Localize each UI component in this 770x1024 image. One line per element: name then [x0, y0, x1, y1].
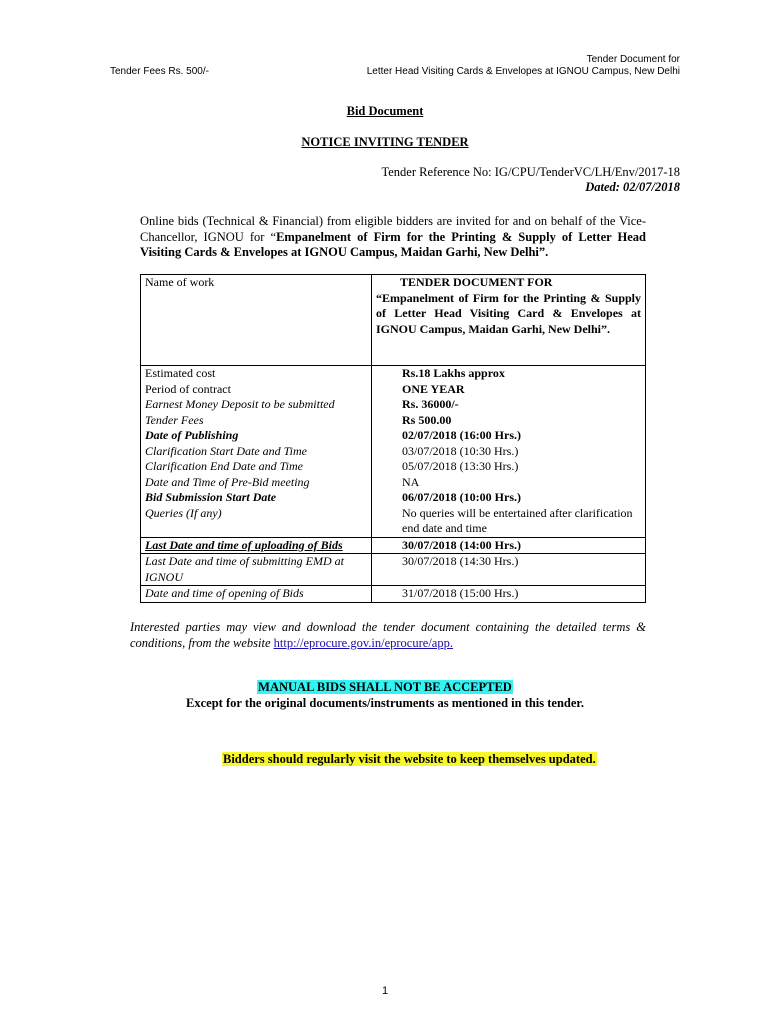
- tender-details-table: [140, 274, 646, 603]
- table-row: [141, 382, 646, 398]
- header-doc-title-line2: Letter Head Visiting Cards & Envelopes at IGNOU Campus, New Delhi: [366, 66, 680, 77]
- tender-reference-block: [381, 165, 680, 195]
- row-label: Date and Time of Pre-Bid meeting: [141, 475, 372, 491]
- name-of-work-value: [372, 275, 646, 366]
- row-label: Last Date and time of uploading of Bids: [141, 537, 372, 554]
- eprocure-link[interactable]: http://eprocure.gov.in/eprocure/app.: [273, 635, 453, 650]
- row-label: Earnest Money Deposit to be submitted: [141, 397, 372, 413]
- row-label: Date and time of opening of Bids: [141, 586, 372, 603]
- tender-reference-number: Tender Reference No: IG/CPU/TenderVC/LH/Env/2017-18: [381, 165, 680, 179]
- row-value: Rs.18 Lakhs approx: [372, 366, 646, 382]
- row-label: Estimated cost: [141, 366, 372, 382]
- visit-website-notice: [222, 750, 597, 768]
- table-row: [141, 554, 646, 586]
- table-row: [141, 490, 646, 506]
- download-notice-paragraph: [130, 620, 646, 651]
- table-row: [141, 397, 646, 413]
- table-row: [141, 537, 646, 554]
- row-label: Period of contract: [141, 382, 372, 398]
- row-value: 06/07/2018 (10:00 Hrs.): [372, 490, 646, 506]
- row-label: Date of Publishing: [141, 428, 372, 444]
- row-value: Rs 500.00: [372, 413, 646, 429]
- table-row: [141, 428, 646, 444]
- download-notice-text: Interested parties may view and download the tender document containing the detailed terms & conditions, from the website: [130, 620, 646, 650]
- row-value: 30/07/2018 (14:00 Hrs.): [372, 537, 646, 554]
- header-tender-fees: Tender Fees Rs. 500/-: [110, 66, 209, 77]
- row-value: 05/07/2018 (13:30 Hrs.): [372, 459, 646, 475]
- table-row: [141, 366, 646, 382]
- row-label: Last Date and time of submitting EMD at IGNOU: [141, 554, 372, 586]
- row-label: Tender Fees: [141, 413, 372, 429]
- intro-bold-text: Empanelment of Firm for the Printing & Supply of Letter Head Visiting Cards & Envelopes at IGNOU Campus, Maidan Garhi, New Delhi”.: [140, 229, 646, 260]
- row-label: Queries (If any): [141, 506, 372, 538]
- visit-website-text: Bidders should regularly visit the website to keep themselves updated.: [223, 752, 596, 766]
- intro-text: Online bids (Technical & Financial) from eligible bidders are invited for and on behalf of the Vice-Chancellor, IGNOU for “: [140, 214, 646, 244]
- row-label: Clarification End Date and Time: [141, 459, 372, 475]
- page-number: 1: [381, 985, 389, 997]
- name-of-work-head: TENDER DOCUMENT FOR: [400, 275, 553, 289]
- row-value: 02/07/2018 (16:00 Hrs.): [372, 428, 646, 444]
- name-of-work-label: Name of work: [141, 275, 372, 366]
- tender-date: Dated: 02/07/2018: [585, 180, 680, 194]
- exception-notice: Except for the original documents/instruments as mentioned in this tender.: [186, 696, 584, 710]
- intro-paragraph: [140, 214, 646, 261]
- table-row: [141, 413, 646, 429]
- table-row: [141, 475, 646, 491]
- name-of-work-body: “Empanelment of Firm for the Printing & Supply of Letter Head Visiting Card & Envelopes at IGNOU Campus, Maidan Garhi, New Delhi”.: [376, 290, 641, 336]
- manual-bids-text: MANUAL BIDS SHALL NOT BE ACCEPTED: [258, 680, 512, 694]
- table-row: [141, 586, 646, 603]
- row-label: Clarification Start Date and Time: [141, 444, 372, 460]
- row-value: ONE YEAR: [372, 382, 646, 398]
- table-row: [141, 506, 646, 538]
- row-value: NA: [372, 475, 646, 491]
- row-value: 31/07/2018 (15:00 Hrs.): [372, 586, 646, 603]
- document-subtitle: NOTICE INVITING TENDER: [301, 135, 469, 149]
- row-value: Rs. 36000/-: [372, 397, 646, 413]
- row-value: No queries will be entertained after clarification end date and time: [372, 506, 646, 538]
- table-row: [141, 444, 646, 460]
- row-value: 30/07/2018 (14:30 Hrs.): [372, 554, 646, 586]
- row-value: 03/07/2018 (10:30 Hrs.): [372, 444, 646, 460]
- manual-bids-notice: [0, 678, 770, 696]
- table-row: [141, 275, 646, 366]
- table-row: [141, 459, 646, 475]
- header-doc-title-line1: Tender Document for: [586, 54, 680, 65]
- row-label: Bid Submission Start Date: [141, 490, 372, 506]
- document-title: Bid Document: [346, 104, 424, 118]
